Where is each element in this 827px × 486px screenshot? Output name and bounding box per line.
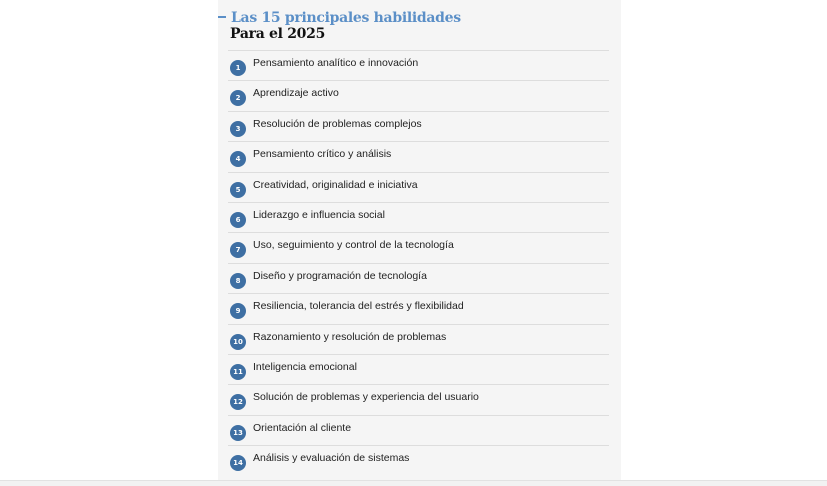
list-item bbox=[228, 141, 609, 171]
skills-list bbox=[228, 50, 609, 475]
skill-label: Solución de problemas y experiencia del usuario bbox=[253, 391, 479, 404]
number-badge: 14 bbox=[230, 455, 246, 471]
skill-label: Diseño y programación de tecnología bbox=[253, 269, 427, 282]
list-item bbox=[228, 384, 609, 414]
skill-label: Análisis y evaluación de sistemas bbox=[253, 452, 410, 465]
skill-label: Aprendizaje activo bbox=[253, 87, 339, 100]
title-dash-decoration bbox=[218, 16, 226, 18]
list-item bbox=[228, 232, 609, 262]
number-badge: 10 bbox=[230, 334, 246, 350]
list-title-text: Las 15 principales habilidades bbox=[231, 10, 461, 26]
number-badge: 11 bbox=[230, 364, 246, 380]
list-item bbox=[228, 415, 609, 445]
list-subtitle: Para el 2025 bbox=[230, 26, 326, 42]
number-badge: 2 bbox=[230, 90, 246, 106]
skills-card bbox=[218, 0, 621, 480]
list-item bbox=[228, 445, 609, 475]
list-title bbox=[218, 10, 461, 26]
number-badge: 1 bbox=[230, 60, 246, 76]
skill-label: Resolución de problemas complejos bbox=[253, 117, 422, 130]
skill-label: Pensamiento crítico y análisis bbox=[253, 148, 392, 161]
list-item bbox=[228, 293, 609, 323]
number-badge: 5 bbox=[230, 182, 246, 198]
number-badge: 7 bbox=[230, 242, 246, 258]
number-badge: 8 bbox=[230, 273, 246, 289]
skill-label: Orientación al cliente bbox=[253, 421, 352, 434]
list-item bbox=[228, 324, 609, 354]
list-item bbox=[228, 354, 609, 384]
list-item bbox=[228, 111, 609, 141]
list-item bbox=[228, 202, 609, 232]
number-badge: 6 bbox=[230, 212, 246, 228]
list-item bbox=[228, 172, 609, 202]
skill-label: Razonamiento y resolución de problemas bbox=[253, 330, 447, 343]
list-item bbox=[228, 50, 609, 80]
number-badge: 9 bbox=[230, 303, 246, 319]
bottom-edge-bar bbox=[0, 480, 827, 486]
skill-label: Uso, seguimiento y control de la tecnología bbox=[253, 239, 454, 252]
number-badge: 13 bbox=[230, 425, 246, 441]
list-item bbox=[228, 80, 609, 110]
number-badge: 4 bbox=[230, 151, 246, 167]
skill-label: Creatividad, originalidad e iniciativa bbox=[253, 178, 418, 191]
skill-label: Resiliencia, tolerancia del estrés y flexibilidad bbox=[253, 300, 464, 313]
number-badge: 3 bbox=[230, 121, 246, 137]
skill-label: Liderazgo e influencia social bbox=[253, 208, 385, 221]
list-item bbox=[228, 263, 609, 293]
skill-label: Pensamiento analítico e innovación bbox=[253, 57, 419, 69]
number-badge: 12 bbox=[230, 394, 246, 410]
skill-label: Inteligencia emocional bbox=[253, 360, 357, 373]
